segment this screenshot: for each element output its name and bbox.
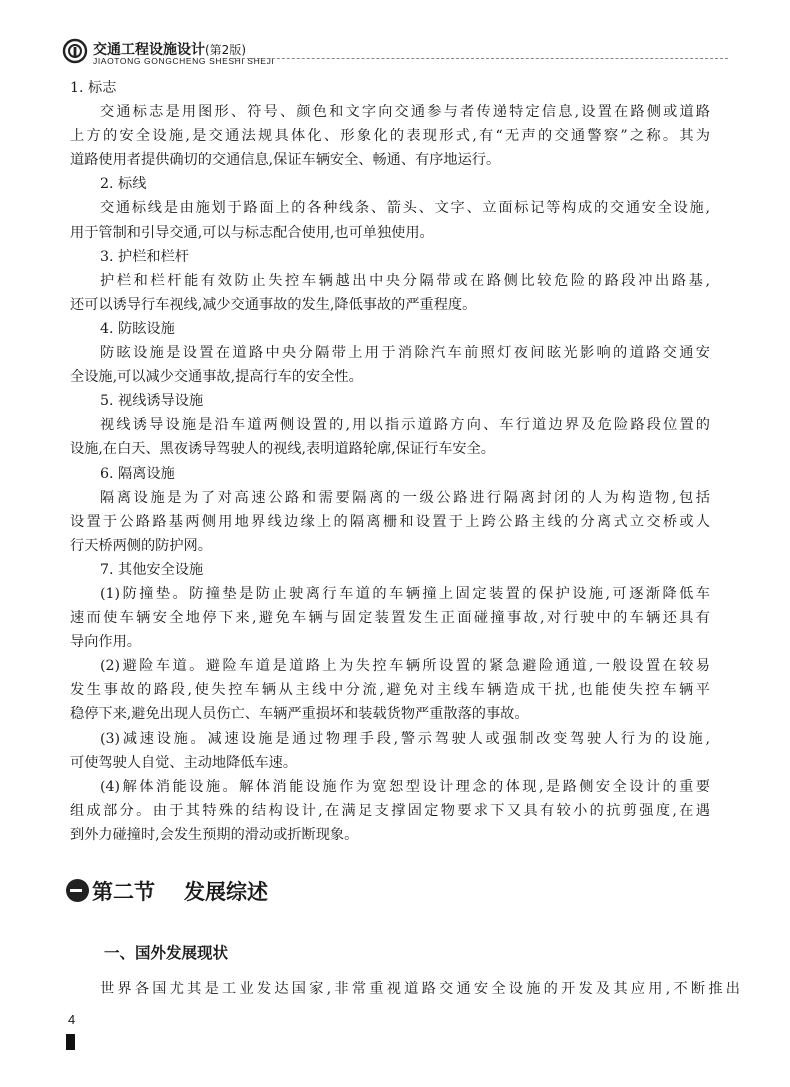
running-header — [62, 34, 728, 64]
book-logo-icon — [62, 38, 88, 64]
paragraph-line: 可使驾驶人自觉、主动地降低车速。 — [70, 754, 298, 771]
paragraph-line: 上方的安全设施,是交通法规具体化、形象化的表现形式,有“无声的交通警察”之称。其为 — [70, 128, 710, 145]
paragraph-line: 隔离设施是为了对高速公路和需要隔离的一级公路进行隔离封闭的人为构造物,包括 — [100, 489, 710, 506]
paragraph-line: 道路使用者提供确切的交通信息,保证车辆安全、畅通、有序地运行。 — [70, 152, 501, 169]
paragraph-line: 导向作用。 — [70, 634, 141, 651]
paragraph-line: 4. 防眩设施 — [100, 320, 175, 337]
paragraph-line: 全设施,可以减少交通事故,提高行车的安全性。 — [70, 369, 363, 386]
section-number: 第二节 — [92, 880, 155, 904]
section-heading — [66, 876, 466, 906]
paragraph-line: 设施,在白天、黑夜诱导驾驶人的视线,表明道路轮廓,保证行车安全。 — [70, 441, 495, 458]
book-title: 交通工程设施设计(第2版) — [93, 42, 246, 58]
paragraph-line: 视线诱导设施是沿车道两侧设置的,用以指示道路方向、车行道边界及危险路段位置的 — [100, 417, 710, 434]
paragraph-line: 防眩设施是设置在道路中央分隔带上用于消除汽车前照灯夜间眩光影响的道路交通安 — [100, 345, 710, 362]
paragraph-line: 用于管制和引导交通,可以与标志配合使用,也可单独使用。 — [70, 224, 434, 241]
paragraph-line: 护栏和栏杆能有效防止失控车辆越出中央分隔带或在路侧比较危险的路段冲出路基, — [100, 272, 710, 289]
paragraph-line: 1. 标志 — [70, 80, 117, 96]
paragraph-line: 6. 隔离设施 — [100, 465, 175, 482]
paragraph-line: 7. 其他安全设施 — [100, 561, 204, 578]
paragraph-line: 到外力碰撞时,会发生预期的滑动或折断现象。 — [70, 826, 359, 843]
section-title: 发展综述 — [184, 880, 268, 904]
body-text — [70, 76, 710, 847]
paragraph-line: 2. 标线 — [100, 176, 147, 193]
paragraph-line: 速而使车辆安全地停下来,避免车辆与固定装置发生正面碰撞事故,对行驶中的车辆还具有 — [70, 610, 710, 627]
paragraph-line: 还可以诱导行车视线,减少交通事故的发生,降低事故的严重程度。 — [70, 296, 477, 313]
paragraph-line: 交通标线是由施划于路面上的各种线条、箭头、文字、立面标记等构成的交通安全设施, — [100, 200, 710, 217]
paragraph-line: 世界各国尤其是工业发达国家,非常重视道路交通安全设施的开发及其应用,不断推出 — [100, 981, 740, 997]
paragraph-line: (3)减速设施。减速设施是通过物理手段,警示驾驶人或强制改变驾驶人行为的设施, — [100, 730, 710, 747]
paragraph-line: 行天桥两侧的防护网。 — [70, 537, 212, 554]
book-title-pinyin: JIAOTONG GONGCHENG SHESHI SHEJI — [93, 56, 275, 66]
paragraph-line: 3. 护栏和栏杆 — [100, 248, 189, 265]
paragraph-line: 5. 视线诱导设施 — [100, 393, 204, 410]
subsection-heading: 一、国外发展现状 — [104, 944, 229, 962]
page-number: 4 — [68, 1012, 76, 1027]
paragraph-line: (4)解体消能设施。解体消能设施作为宽恕型设计理念的体现,是路侧安全设计的重要 — [100, 778, 710, 795]
paragraph-line: 设置于公路路基两侧用地界线边缘上的隔离栅和设置于上跨公路主线的分离式立交桥或人 — [70, 513, 710, 530]
header-rule — [232, 58, 728, 59]
paragraph-line: (1)防撞垫。防撞垫是防止驶离行车道的车辆撞上固定装置的保护设施,可逐渐降低车 — [100, 585, 710, 602]
paragraph-line: 交通标志是用图形、符号、颜色和文字向交通参与者传递特定信息,设置在路侧或道路 — [100, 104, 710, 121]
paragraph-line: (2)避险车道。避险车道是道路上为失控车辆所设置的紧急避险通道,一般设置在较易 — [100, 658, 710, 675]
paragraph-line: 组成部分。由于其特殊的结构设计,在满足支撑固定物要求下又具有较小的抗剪强度,在遇 — [70, 802, 710, 819]
book-edition: (第2版) — [205, 43, 246, 57]
section-bullet-icon — [66, 879, 89, 902]
paragraph-line: 稳停下来,避免出现人员伤亡、车辆严重损坏和装载货物严重散落的事故。 — [70, 706, 529, 723]
corner-mark — [66, 1034, 75, 1050]
paragraph-line: 发生事故的路段,使失控车辆从主线中分流,避免对主线车辆造成干扰,也能使失控车辆平 — [70, 682, 710, 699]
